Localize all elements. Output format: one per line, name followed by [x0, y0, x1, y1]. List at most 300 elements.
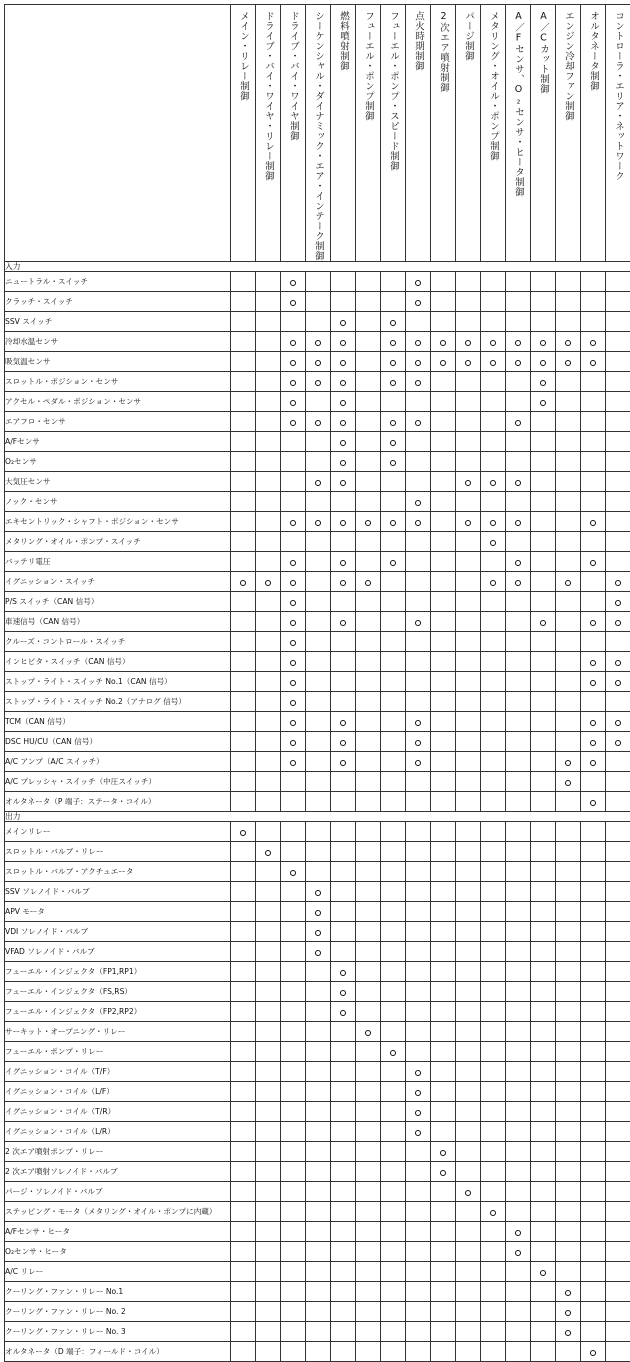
matrix-cell [406, 1242, 431, 1262]
matrix-cell [481, 1082, 506, 1102]
row-label: パージ・ソレノイド・バルブ [5, 1182, 231, 1202]
matrix-cell [456, 882, 481, 902]
matrix-cell [306, 882, 331, 902]
matrix-cell [406, 1102, 431, 1122]
matrix-cell [331, 902, 356, 922]
circle-mark-icon [340, 740, 346, 746]
matrix-cell [306, 1242, 331, 1262]
matrix-cell [431, 272, 456, 292]
matrix-cell [556, 512, 581, 532]
matrix-cell [256, 432, 281, 452]
matrix-cell [456, 1342, 481, 1362]
matrix-cell [581, 292, 606, 312]
matrix-cell [281, 882, 306, 902]
matrix-cell [406, 412, 431, 432]
matrix-cell [331, 512, 356, 532]
matrix-cell [256, 942, 281, 962]
column-header [256, 5, 281, 262]
matrix-cell [581, 712, 606, 732]
circle-mark-icon [415, 620, 421, 626]
matrix-cell [481, 1182, 506, 1202]
circle-mark-icon [490, 540, 496, 546]
circle-mark-icon [590, 680, 596, 686]
matrix-cell [281, 432, 306, 452]
matrix-cell [331, 672, 356, 692]
circle-mark-icon [615, 580, 621, 586]
circle-mark-icon [490, 480, 496, 486]
table-row [5, 492, 630, 512]
matrix-cell [231, 752, 256, 772]
matrix-cell [606, 1262, 630, 1282]
matrix-cell [531, 792, 556, 812]
matrix-cell [431, 332, 456, 352]
circle-mark-icon [340, 480, 346, 486]
matrix-cell [331, 712, 356, 732]
matrix-cell [231, 672, 256, 692]
matrix-cell [456, 332, 481, 352]
circle-mark-icon [515, 1250, 521, 1256]
matrix-cell [331, 1142, 356, 1162]
matrix-cell [531, 822, 556, 842]
matrix-cell [431, 792, 456, 812]
matrix-cell [531, 1002, 556, 1022]
matrix-cell [531, 452, 556, 472]
row-label: P/S スイッチ（CAN 信号） [5, 592, 231, 612]
matrix-cell [331, 652, 356, 672]
matrix-cell [231, 1342, 256, 1362]
matrix-cell [406, 552, 431, 572]
matrix-cell [531, 922, 556, 942]
matrix-cell [231, 572, 256, 592]
matrix-cell [556, 962, 581, 982]
table-row [5, 1262, 630, 1282]
matrix-cell [581, 552, 606, 572]
matrix-cell [256, 672, 281, 692]
matrix-cell [556, 982, 581, 1002]
matrix-cell [531, 862, 556, 882]
matrix-cell [606, 792, 630, 812]
matrix-cell [556, 432, 581, 452]
matrix-cell [481, 752, 506, 772]
matrix-cell [281, 712, 306, 732]
table-row [5, 1102, 630, 1122]
matrix-cell [581, 862, 606, 882]
matrix-cell [531, 272, 556, 292]
row-label: 2 次エア噴射ソレノイド・バルブ [5, 1162, 231, 1182]
matrix-cell [231, 312, 256, 332]
matrix-cell [531, 1302, 556, 1322]
section-row [5, 262, 630, 272]
circle-mark-icon [340, 420, 346, 426]
matrix-cell [481, 902, 506, 922]
matrix-cell [306, 572, 331, 592]
matrix-cell [531, 1122, 556, 1142]
matrix-cell [306, 432, 331, 452]
circle-mark-icon [515, 1230, 521, 1236]
circle-mark-icon [490, 580, 496, 586]
matrix-cell [531, 1182, 556, 1202]
matrix-cell [431, 1042, 456, 1062]
matrix-cell [431, 592, 456, 612]
matrix-cell [531, 962, 556, 982]
matrix-cell [531, 732, 556, 752]
matrix-cell [231, 352, 256, 372]
matrix-cell [356, 312, 381, 332]
circle-mark-icon [290, 400, 296, 406]
circle-mark-icon [290, 870, 296, 876]
matrix-cell [531, 882, 556, 902]
column-header-label: A／Cカット制御 [537, 5, 549, 94]
matrix-cell [281, 1262, 306, 1282]
circle-mark-icon [440, 340, 446, 346]
matrix-cell [581, 1082, 606, 1102]
matrix-cell [606, 492, 630, 512]
matrix-cell [481, 532, 506, 552]
matrix-cell [231, 1142, 256, 1162]
matrix-cell [456, 672, 481, 692]
matrix-cell [281, 752, 306, 772]
matrix-cell [331, 692, 356, 712]
matrix-cell [306, 1302, 331, 1322]
matrix-cell [431, 632, 456, 652]
matrix-cell [406, 312, 431, 332]
row-label: イグニッション・スイッチ [5, 572, 231, 592]
matrix-cell [331, 312, 356, 332]
matrix-cell [456, 1222, 481, 1242]
matrix-cell [556, 822, 581, 842]
circle-mark-icon [565, 760, 571, 766]
matrix-cell [231, 1022, 256, 1042]
circle-mark-icon [290, 640, 296, 646]
matrix-cell [356, 842, 381, 862]
circle-mark-icon [540, 400, 546, 406]
matrix-cell [456, 452, 481, 472]
matrix-cell [381, 1082, 406, 1102]
matrix-cell [431, 1302, 456, 1322]
matrix-cell [431, 732, 456, 752]
matrix-cell [356, 592, 381, 612]
matrix-cell [431, 532, 456, 552]
matrix-cell [456, 1322, 481, 1342]
circle-mark-icon [590, 520, 596, 526]
table-row [5, 1062, 630, 1082]
circle-mark-icon [465, 360, 471, 366]
matrix-cell [581, 942, 606, 962]
matrix-cell [356, 1042, 381, 1062]
matrix-cell [506, 1022, 531, 1042]
matrix-cell [256, 612, 281, 632]
matrix-cell [581, 532, 606, 552]
table-row [5, 592, 630, 612]
matrix-cell [431, 392, 456, 412]
matrix-cell [581, 692, 606, 712]
matrix-cell [256, 1182, 281, 1202]
matrix-cell [481, 292, 506, 312]
matrix-cell [531, 552, 556, 572]
matrix-cell [606, 1102, 630, 1122]
matrix-cell [256, 492, 281, 512]
matrix-cell [531, 902, 556, 922]
row-label: 2 次エア噴射ポンプ・リレー [5, 1142, 231, 1162]
row-label: SSV スイッチ [5, 312, 231, 332]
matrix-cell [306, 1342, 331, 1362]
matrix-cell [456, 1022, 481, 1042]
table-row [5, 652, 630, 672]
matrix-cell [606, 942, 630, 962]
matrix-cell [281, 512, 306, 532]
matrix-cell [356, 962, 381, 982]
matrix-cell [556, 752, 581, 772]
matrix-cell [556, 332, 581, 352]
matrix-cell [381, 392, 406, 412]
matrix-cell [281, 1342, 306, 1362]
matrix-cell [331, 1222, 356, 1242]
matrix-cell [306, 1062, 331, 1082]
matrix-cell [381, 572, 406, 592]
matrix-cell [281, 1182, 306, 1202]
matrix-cell [256, 692, 281, 712]
matrix-cell [506, 452, 531, 472]
table-row [5, 1222, 630, 1242]
matrix-cell [331, 1122, 356, 1142]
matrix-cell [506, 1202, 531, 1222]
matrix-cell [606, 1242, 630, 1262]
row-label: イグニッション・コイル（T/R） [5, 1102, 231, 1122]
matrix-cell [356, 1262, 381, 1282]
matrix-cell [606, 592, 630, 612]
matrix-cell [381, 1222, 406, 1242]
matrix-cell [581, 372, 606, 392]
matrix-cell [431, 612, 456, 632]
matrix-cell [456, 532, 481, 552]
matrix-cell [281, 902, 306, 922]
matrix-cell [406, 472, 431, 492]
matrix-cell [606, 712, 630, 732]
matrix-cell [381, 862, 406, 882]
matrix-cell [606, 962, 630, 982]
circle-mark-icon [565, 360, 571, 366]
row-label: A/C プレッシャ・スイッチ（中圧スイッチ） [5, 772, 231, 792]
matrix-cell [256, 822, 281, 842]
table-row [5, 612, 630, 632]
matrix-cell [556, 1282, 581, 1302]
matrix-cell [431, 902, 456, 922]
matrix-cell [406, 612, 431, 632]
matrix-cell [481, 962, 506, 982]
matrix-cell [431, 652, 456, 672]
circle-mark-icon [315, 950, 321, 956]
circle-mark-icon [315, 420, 321, 426]
row-label: クラッチ・スイッチ [5, 292, 231, 312]
row-label: クルーズ・コントロール・スイッチ [5, 632, 231, 652]
matrix-cell [431, 1262, 456, 1282]
matrix-cell [506, 392, 531, 412]
matrix-cell [381, 822, 406, 842]
matrix-cell [456, 1202, 481, 1222]
matrix-cell [231, 882, 256, 902]
matrix-cell [431, 1222, 456, 1242]
circle-mark-icon [290, 300, 296, 306]
matrix-cell [306, 902, 331, 922]
column-header [431, 5, 456, 262]
matrix-cell [506, 1222, 531, 1242]
matrix-cell [431, 842, 456, 862]
matrix-cell [281, 1322, 306, 1342]
circle-mark-icon [565, 580, 571, 586]
matrix-cell [356, 412, 381, 432]
matrix-cell [506, 472, 531, 492]
circle-mark-icon [490, 1210, 496, 1216]
matrix-cell [306, 1222, 331, 1242]
circle-mark-icon [290, 340, 296, 346]
matrix-cell [506, 1302, 531, 1322]
circle-mark-icon [515, 520, 521, 526]
matrix-cell [581, 412, 606, 432]
matrix-cell [456, 1062, 481, 1082]
matrix-cell [531, 512, 556, 532]
section-row [5, 812, 630, 822]
matrix-cell [456, 1302, 481, 1322]
matrix-cell [281, 592, 306, 612]
row-label: TCM（CAN 信号） [5, 712, 231, 732]
matrix-cell [581, 842, 606, 862]
matrix-cell [231, 492, 256, 512]
matrix-cell [556, 1202, 581, 1222]
matrix-cell [331, 1082, 356, 1102]
matrix-cell [381, 792, 406, 812]
matrix-cell [581, 1062, 606, 1082]
matrix-cell [431, 552, 456, 572]
matrix-cell [506, 532, 531, 552]
matrix-cell [581, 512, 606, 532]
matrix-cell [581, 732, 606, 752]
matrix-cell [406, 1042, 431, 1062]
row-label: SSV ソレノイド・バルブ [5, 882, 231, 902]
matrix-cell [556, 1062, 581, 1082]
matrix-cell [381, 902, 406, 922]
circle-mark-icon [415, 760, 421, 766]
matrix-cell [331, 792, 356, 812]
matrix-cell [456, 612, 481, 632]
matrix-cell [606, 472, 630, 492]
matrix-cell [356, 652, 381, 672]
row-label: クーリング・ファン・リレー No. 2 [5, 1302, 231, 1322]
matrix-cell [231, 1182, 256, 1202]
matrix-cell [531, 1262, 556, 1282]
matrix-cell [406, 1122, 431, 1142]
table-row [5, 372, 630, 392]
matrix-cell [356, 512, 381, 532]
matrix-cell [431, 1202, 456, 1222]
matrix-cell [606, 1282, 630, 1302]
header-corner-cell [5, 5, 231, 262]
matrix-cell [581, 392, 606, 412]
matrix-cell [481, 1342, 506, 1362]
matrix-cell [231, 1242, 256, 1262]
matrix-cell [256, 652, 281, 672]
matrix-cell [231, 1122, 256, 1142]
matrix-cell [431, 452, 456, 472]
matrix-cell [356, 492, 381, 512]
matrix-cell [581, 1102, 606, 1122]
matrix-cell [256, 1122, 281, 1142]
matrix-cell [481, 1262, 506, 1282]
matrix-cell [556, 1082, 581, 1102]
matrix-cell [381, 1122, 406, 1142]
matrix-cell [606, 1322, 630, 1342]
matrix-cell [431, 822, 456, 842]
matrix-cell [406, 352, 431, 372]
matrix-cell [381, 692, 406, 712]
matrix-cell [481, 1062, 506, 1082]
grid-body [5, 262, 630, 1362]
matrix-cell [556, 1322, 581, 1342]
matrix-cell [531, 1042, 556, 1062]
circle-mark-icon [390, 420, 396, 426]
matrix-cell [606, 902, 630, 922]
matrix-cell [481, 772, 506, 792]
matrix-cell [431, 862, 456, 882]
matrix-cell [431, 432, 456, 452]
matrix-cell [481, 572, 506, 592]
matrix-cell [331, 472, 356, 492]
row-label: アクセル・ペダル・ポジション・センサ [5, 392, 231, 412]
table-row [5, 412, 630, 432]
matrix-cell [581, 1322, 606, 1342]
matrix-cell [356, 532, 381, 552]
matrix-cell [556, 1302, 581, 1322]
table-row [5, 962, 630, 982]
matrix-cell [431, 962, 456, 982]
matrix-cell [406, 882, 431, 902]
matrix-cell [306, 272, 331, 292]
matrix-cell [381, 532, 406, 552]
table-row [5, 1342, 630, 1362]
matrix-cell [381, 1102, 406, 1122]
matrix-cell [581, 1182, 606, 1202]
matrix-cell [356, 272, 381, 292]
matrix-cell [381, 1182, 406, 1202]
matrix-cell [356, 942, 381, 962]
matrix-cell [506, 1062, 531, 1082]
table-row [5, 792, 630, 812]
row-label: VFAD ソレノイド・バルブ [5, 942, 231, 962]
matrix-cell [381, 552, 406, 572]
row-label: ノック・センサ [5, 492, 231, 512]
matrix-cell [456, 352, 481, 372]
matrix-cell [281, 272, 306, 292]
matrix-cell [331, 1002, 356, 1022]
matrix-cell [231, 1082, 256, 1102]
matrix-cell [281, 612, 306, 632]
matrix-cell [281, 1242, 306, 1262]
matrix-cell [581, 432, 606, 452]
matrix-cell [606, 332, 630, 352]
matrix-cell [306, 1262, 331, 1282]
matrix-cell [456, 862, 481, 882]
matrix-cell [381, 592, 406, 612]
matrix-cell [481, 792, 506, 812]
matrix-cell [306, 612, 331, 632]
matrix-cell [256, 1262, 281, 1282]
circle-mark-icon [290, 680, 296, 686]
matrix-cell [381, 512, 406, 532]
matrix-cell [406, 1302, 431, 1322]
matrix-cell [606, 352, 630, 372]
matrix-cell [356, 1102, 381, 1122]
matrix-cell [356, 1182, 381, 1202]
matrix-cell [231, 962, 256, 982]
